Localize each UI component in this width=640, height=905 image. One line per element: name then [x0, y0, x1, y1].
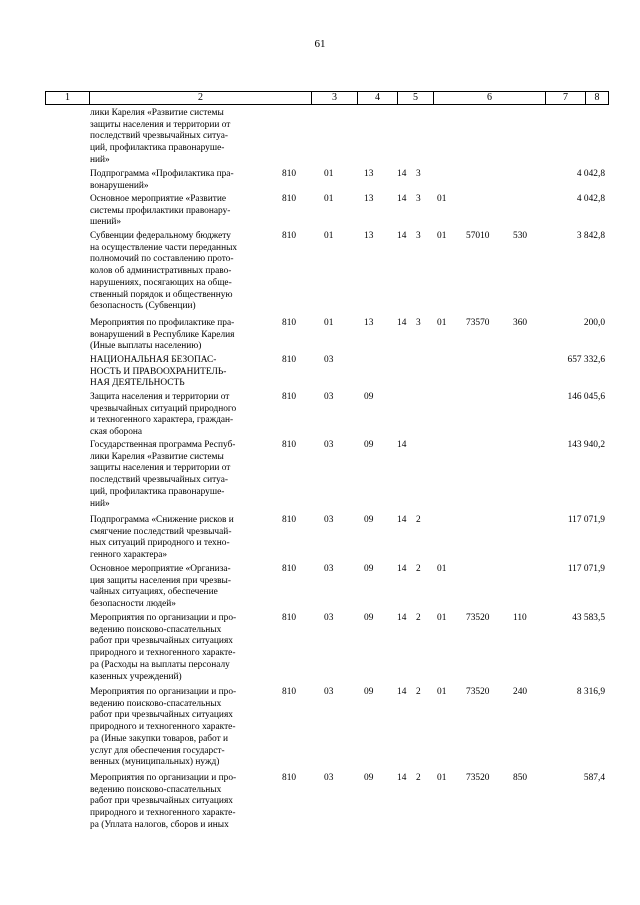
col-3-code: 810: [282, 613, 297, 623]
description-line: вонарушений»: [90, 180, 149, 191]
col-6-program: 14: [397, 169, 407, 179]
description-line: системы профилактики правонару-: [90, 205, 231, 216]
description-line: последствий чрезвычайных ситуа-: [90, 475, 228, 486]
col-7-expense-type: 360: [513, 318, 528, 328]
col-8-amount: 143 940,2: [567, 440, 605, 450]
row-description: [90, 564, 270, 611]
col-6-program: 14: [397, 440, 407, 450]
col-8-amount: 8 316,9: [576, 687, 605, 697]
col-8-amount: 43 583,5: [572, 613, 605, 623]
description-line: Мероприятия по профилактике пра-: [90, 318, 235, 328]
description-line: природного и техногенного характе-: [90, 722, 236, 733]
col-6-program: 14: [397, 231, 407, 241]
col-4-section: 03: [324, 687, 334, 697]
description-line: последствий чрезвычайных ситуа-: [90, 131, 228, 142]
col-6-subprogram: 2: [416, 773, 421, 783]
col-6-direction: 73520: [466, 613, 490, 623]
description-line: безопасности людей»: [90, 599, 176, 610]
description-line: ний»: [90, 154, 110, 165]
description-line: генного характера»: [90, 550, 168, 561]
description-line: шений»: [90, 217, 122, 228]
col-6-program: 14: [397, 613, 407, 623]
col-4-section: 01: [324, 318, 334, 328]
col-7-expense-type: 110: [513, 613, 527, 623]
col-6-measure: 01: [437, 564, 447, 574]
description-line: природного и техногенного характе-: [90, 648, 236, 659]
description-line: Мероприятия по организации и про-: [90, 613, 237, 623]
col-6-measure: 01: [437, 231, 447, 241]
description-line: работ при чрезвычайных ситуациях: [90, 796, 233, 807]
header-col-6: 6: [434, 92, 546, 104]
row-description: [90, 108, 270, 167]
description-line: ведению поисково-спасательных: [90, 624, 222, 635]
col-4-section: 01: [324, 169, 334, 179]
description-line: полномочий по составлению прото-: [90, 254, 234, 265]
row-description: [90, 318, 270, 353]
col-4-section: 03: [324, 613, 334, 623]
description-line: Подпрограмма «Профилактика пра-: [90, 169, 234, 179]
description-line: венных (муниципальных) нужд): [90, 757, 220, 768]
description-line: НАЯ ДЕЯТЕЛЬНОСТЬ: [90, 378, 185, 389]
row-description: [90, 355, 270, 390]
col-3-code: 810: [282, 687, 297, 697]
description-line: казенных учреждений): [90, 671, 182, 682]
col-6-subprogram: 3: [416, 231, 421, 241]
col-6-direction: 73520: [466, 773, 490, 783]
table-header: [45, 91, 609, 105]
description-line: Субвенции федеральному бюджету: [90, 231, 231, 241]
col-6-measure: 01: [437, 318, 447, 328]
col-3-code: 810: [282, 355, 297, 365]
col-3-code: 810: [282, 392, 297, 402]
col-6-direction: 57010: [466, 231, 490, 241]
description-line: работ при чрезвычайных ситуациях: [90, 710, 233, 721]
col-8-amount: 117 071,9: [567, 564, 605, 574]
col-4-section: 03: [324, 392, 334, 402]
col-4-section: 03: [324, 355, 334, 365]
row-description: [90, 687, 270, 769]
description-line: НАЦИОНАЛЬНАЯ БЕЗОПАС-: [90, 355, 217, 365]
col-4-section: 03: [324, 564, 334, 574]
col-5-subsection: 09: [364, 773, 374, 783]
col-5-subsection: 09: [364, 687, 374, 697]
description-line: ведению поисково-спасательных: [90, 784, 222, 795]
col-5-subsection: 09: [364, 564, 374, 574]
col-8-amount: 117 071,9: [567, 515, 605, 525]
description-line: смягчение последствий чрезвычай-: [90, 526, 232, 537]
description-line: Мероприятия по организации и про-: [90, 687, 237, 697]
description-line: ведению поисково-спасательных: [90, 698, 222, 709]
header-col-1: 1: [46, 92, 90, 104]
description-line: на осуществление части переданных: [90, 242, 238, 253]
col-3-code: 810: [282, 169, 297, 179]
col-6-subprogram: 3: [416, 318, 421, 328]
description-line: колов об административных право-: [90, 266, 232, 277]
col-6-program: 14: [397, 194, 407, 204]
description-line: нарушениях, посягающих на обще-: [90, 277, 232, 288]
col-6-measure: 01: [437, 613, 447, 623]
description-line: Основное мероприятие «Организа-: [90, 564, 231, 574]
header-col-7: 7: [546, 92, 586, 104]
page-number: 61: [314, 38, 326, 50]
description-line: ственный порядок и общественную: [90, 289, 233, 300]
col-7-expense-type: 530: [513, 231, 528, 241]
header-col-2: 2: [90, 92, 312, 104]
col-6-direction: 73570: [466, 318, 490, 328]
description-line: защиты населения и территории от: [90, 119, 231, 130]
col-6-program: 14: [397, 318, 407, 328]
col-8-amount: 4 042,8: [576, 194, 605, 204]
col-6-program: 14: [397, 564, 407, 574]
col-6-program: 14: [397, 773, 407, 783]
row-description: [90, 773, 270, 832]
col-6-direction: 73520: [466, 687, 490, 697]
col-5-subsection: 09: [364, 392, 374, 402]
description-line: НОСТЬ И ПРАВООХРАНИТЕЛЬ-: [90, 366, 227, 377]
row-description: [90, 169, 270, 192]
col-4-section: 01: [324, 194, 334, 204]
description-line: чайных ситуациях, обеспечение: [90, 587, 218, 598]
col-5-subsection: 13: [364, 231, 374, 241]
description-line: природного и техногенного характе-: [90, 808, 236, 819]
description-line: Основное мероприятие «Развитие: [90, 194, 226, 204]
col-8-amount: 200,0: [583, 318, 605, 328]
col-5-subsection: 09: [364, 440, 374, 450]
col-3-code: 810: [282, 515, 297, 525]
col-5-subsection: 13: [364, 169, 374, 179]
col-4-section: 03: [324, 773, 334, 783]
description-line: и техногенного характера, граждан-: [90, 415, 234, 426]
row-description: [90, 515, 270, 562]
col-6-measure: 01: [437, 194, 447, 204]
col-8-amount: 587,4: [583, 773, 605, 783]
description-line: (Иные выплаты населению): [90, 341, 202, 352]
col-3-code: 810: [282, 231, 297, 241]
col-6-subprogram: 2: [416, 687, 421, 697]
description-line: услуг для обеспечения государст-: [90, 745, 225, 756]
col-5-subsection: 13: [364, 318, 374, 328]
header-col-8: 8: [594, 92, 600, 103]
row-description: [90, 194, 270, 229]
description-line: Государственная программа Респуб-: [90, 440, 236, 450]
col-5-subsection: 09: [364, 613, 374, 623]
description-line: Подпрограмма «Снижение рисков и: [90, 515, 234, 525]
description-line: ций, профилактика правонаруше-: [90, 143, 225, 154]
col-6-measure: 01: [437, 773, 447, 783]
col-3-code: 810: [282, 194, 297, 204]
description-line: Мероприятия по организации и про-: [90, 773, 237, 783]
col-6-subprogram: 3: [416, 169, 421, 179]
description-line: ра (Иные закупки товаров, работ и: [90, 733, 229, 744]
col-8-amount: 3 842,8: [576, 231, 605, 241]
col-6-subprogram: 2: [416, 515, 421, 525]
col-5-subsection: 13: [364, 194, 374, 204]
col-6-subprogram: 2: [416, 613, 421, 623]
description-line: ция защиты населения при чрезвы-: [90, 575, 231, 586]
description-line: ний»: [90, 498, 110, 509]
col-7-expense-type: 850: [513, 773, 528, 783]
description-line: ра (Расходы на выплаты персоналу: [90, 659, 230, 670]
col-8-amount: 657 332,6: [567, 355, 605, 365]
description-line: чрезвычайных ситуаций природного: [90, 403, 237, 414]
description-line: безопасность (Субвенции): [90, 301, 196, 312]
col-6-subprogram: 2: [416, 564, 421, 574]
col-8-amount: 146 045,6: [567, 392, 605, 402]
col-6-measure: 01: [437, 687, 447, 697]
col-3-code: 810: [282, 773, 297, 783]
header-col-5: 5: [398, 92, 434, 104]
col-7-expense-type: 240: [513, 687, 528, 697]
col-3-code: 810: [282, 318, 297, 328]
description-line: вонарушений в Республике Карелия: [90, 329, 235, 340]
description-line: ций, профилактика правонаруше-: [90, 486, 225, 497]
description-line: ра (Уплата налогов, сборов и иных: [90, 819, 229, 830]
description-line: лики Карелия «Развитие системы: [90, 451, 224, 462]
col-3-code: 810: [282, 564, 297, 574]
col-4-section: 03: [324, 440, 334, 450]
row-description: [90, 440, 270, 510]
col-5-subsection: 09: [364, 515, 374, 525]
row-description: [90, 231, 270, 313]
description-line: защиты населения и территории от: [90, 463, 231, 474]
col-6-program: 14: [397, 515, 407, 525]
description-line: работ при чрезвычайных ситуациях: [90, 636, 233, 647]
col-8-amount: 4 042,8: [576, 169, 605, 179]
col-3-code: 810: [282, 440, 297, 450]
row-description: [90, 613, 270, 683]
description-line: Защита населения и территории от: [90, 392, 230, 402]
description-line: ская оборона: [90, 427, 143, 438]
description-line: лики Карелия «Развитие системы: [90, 108, 224, 118]
col-4-section: 03: [324, 515, 334, 525]
col-6-subprogram: 3: [416, 194, 421, 204]
header-col-3: 3: [312, 92, 358, 104]
col-4-section: 01: [324, 231, 334, 241]
row-description: [90, 392, 270, 439]
description-line: ных ситуаций природного и техно-: [90, 538, 230, 549]
col-6-program: 14: [397, 687, 407, 697]
header-col-4: 4: [358, 92, 398, 104]
